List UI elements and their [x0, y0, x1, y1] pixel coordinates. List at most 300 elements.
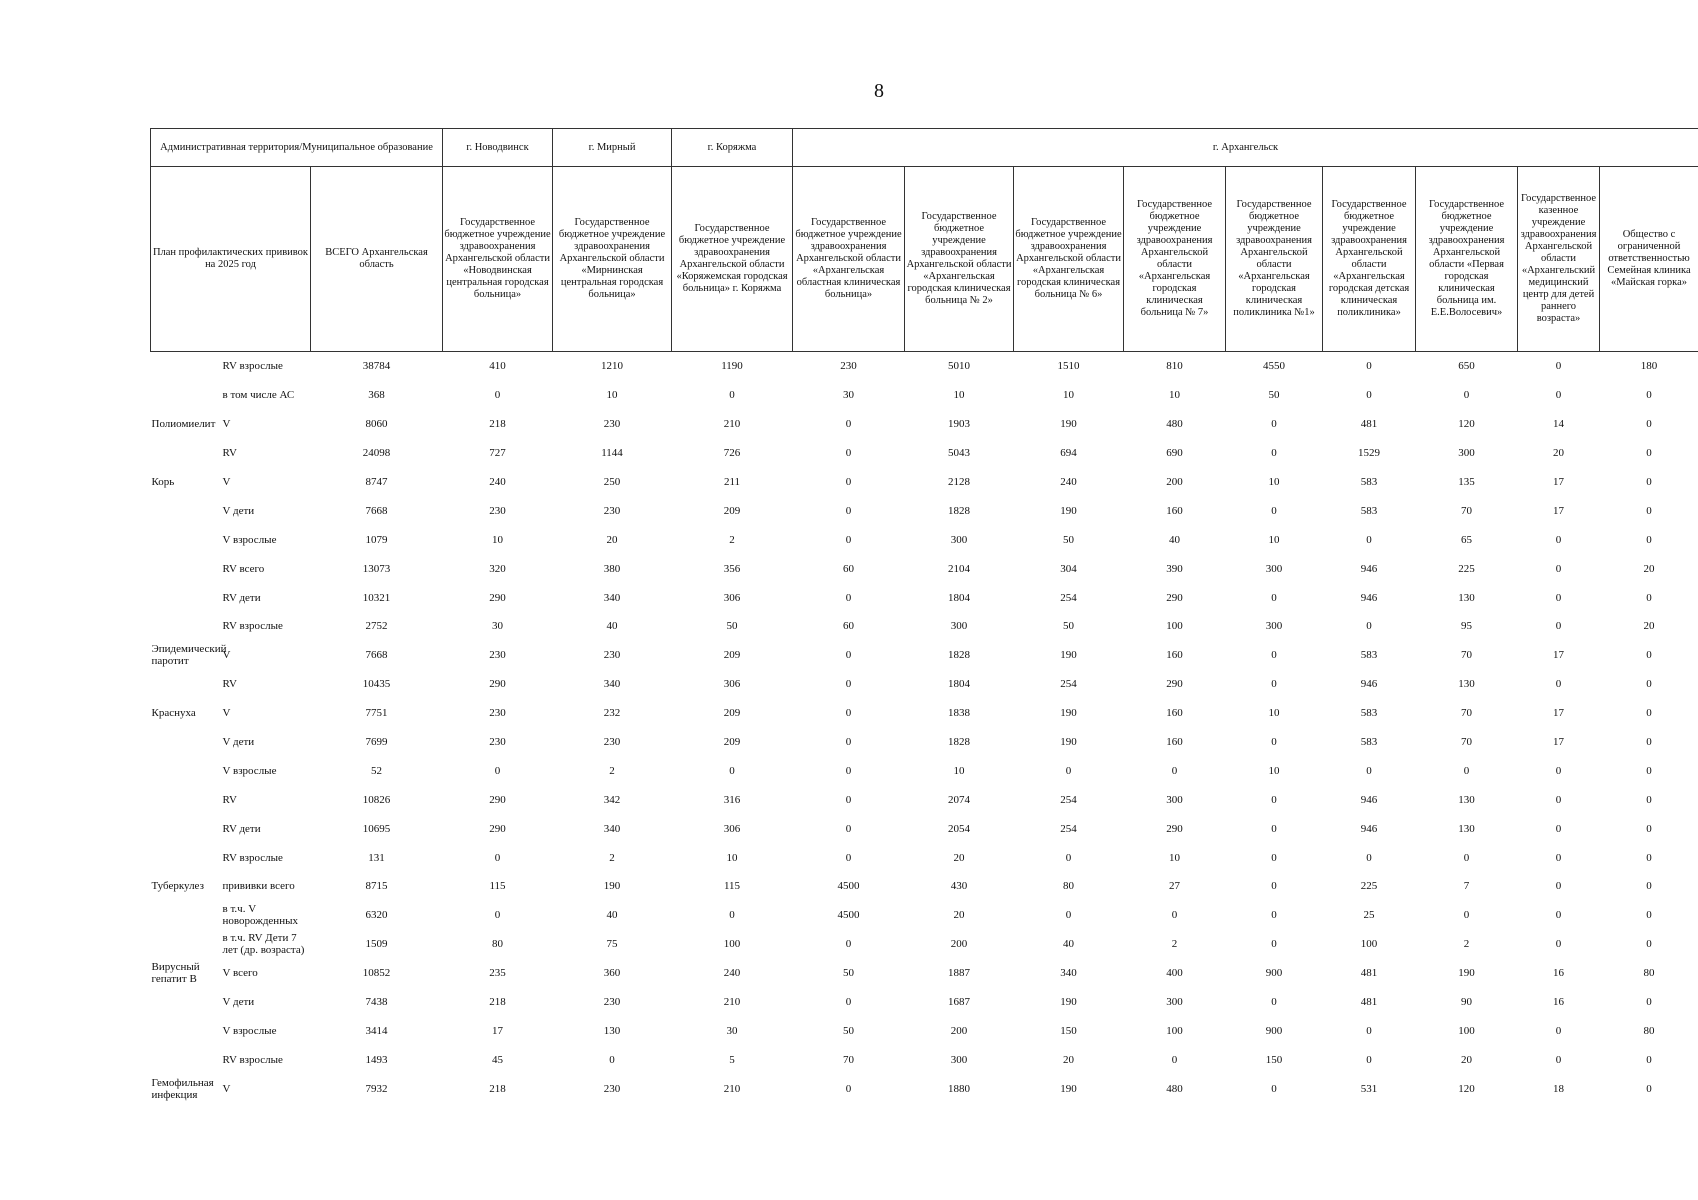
value-cell: 727 [489, 447, 506, 460]
table-row [151, 583, 1698, 612]
value-cell: 190 [1060, 996, 1077, 1009]
value-cell: 30 [726, 1024, 738, 1037]
value-cell: 209 [723, 649, 741, 662]
value-cell: 30 [843, 389, 855, 402]
value-cell: 135 [1458, 476, 1475, 488]
value-cell: 0 [1271, 504, 1277, 517]
disease-cell [151, 1016, 219, 1045]
table-row [151, 785, 1698, 814]
value-cell: 130 [1458, 678, 1475, 691]
value-cell: 218 [489, 996, 506, 1009]
value-cell: 200 [950, 1024, 968, 1037]
value-cell: 17 [1553, 504, 1565, 517]
value-cell: 240 [489, 476, 506, 488]
value-cell: 60 [843, 562, 855, 575]
total-value-cell: 24098 [362, 447, 391, 460]
value-cell: 0 [1463, 851, 1470, 864]
table-row [151, 1074, 1698, 1103]
value-cell: 0 [1646, 504, 1652, 517]
value-cell: 583 [1360, 736, 1378, 749]
value-cell: 300 [1166, 996, 1183, 1009]
value-cell: 17 [1553, 649, 1565, 662]
value-cell: 0 [729, 764, 735, 777]
institution-header: Государственное бюджетное учреждение здравоохранения Архангельской области «Первая городская клиническая больница им. Е.Е.Волосевич» [1416, 167, 1518, 352]
value-cell: 340 [1060, 967, 1077, 980]
vaccination-type-cell: V дети [222, 996, 255, 1009]
institution-header: Государственное бюджетное учреждение здравоохранения Архангельской области «Архангельская городская клиническая больница № 7» [1124, 167, 1226, 352]
value-cell: 0 [729, 909, 735, 922]
institution-header: Государственное бюджетное учреждение здравоохранения Архангельской области «Новодвинская центральная городская больница» [443, 167, 553, 352]
table-row [151, 901, 1698, 930]
value-cell: 0 [1065, 851, 1072, 864]
value-cell: 210 [723, 996, 741, 1009]
total-value-cell: 8715 [365, 880, 388, 893]
value-cell: 2074 [948, 793, 971, 806]
value-cell: 290 [489, 678, 506, 691]
value-cell: 230 [489, 504, 506, 517]
disease-cell [151, 496, 219, 525]
value-cell: 0 [1271, 996, 1277, 1009]
total-value-cell: 2752 [365, 620, 388, 633]
total-value-cell: 13073 [362, 562, 391, 575]
vaccination-type-cell: RV [222, 678, 237, 691]
vaccination-type-cell: V всего [222, 967, 258, 980]
value-cell: 130 [1458, 793, 1475, 806]
value-cell: 20 [953, 851, 965, 864]
value-cell: 40 [1169, 533, 1181, 546]
value-cell: 2 [1171, 938, 1178, 951]
value-cell: 10 [1268, 764, 1280, 777]
value-cell: 190 [1458, 967, 1475, 980]
vaccination-type-cell: прививки всего [222, 880, 295, 893]
vaccination-type-cell: V взрослые [222, 1024, 277, 1037]
city-header-arkhangelsk: г. Архангельск [793, 129, 1698, 167]
value-cell: 27 [1169, 880, 1181, 893]
value-cell: 300 [1265, 620, 1283, 633]
value-cell: 190 [1060, 707, 1077, 720]
value-cell: 10 [1063, 389, 1075, 402]
value-cell: 100 [723, 938, 741, 951]
city-header-novodvinsk: г. Новодвинск [443, 129, 553, 167]
disease-cell [151, 901, 219, 930]
header-row-institutions [151, 167, 1698, 352]
value-cell: 0 [1271, 938, 1277, 951]
value-cell: 230 [603, 504, 621, 517]
total-value-cell: 7932 [365, 1082, 388, 1095]
value-cell: 218 [489, 418, 506, 431]
value-cell: 481 [1360, 418, 1378, 431]
value-cell: 10 [1268, 707, 1280, 720]
disease-cell [151, 670, 219, 699]
value-cell: 946 [1360, 591, 1378, 604]
plan-header: План профилактических прививок на 2025 год [151, 167, 311, 352]
value-cell: 230 [489, 707, 506, 720]
value-cell: 17 [1553, 707, 1565, 720]
value-cell: 70 [843, 1053, 855, 1066]
value-cell: 0 [1366, 533, 1372, 546]
disease-cell [151, 554, 219, 583]
value-cell: 211 [723, 476, 741, 488]
value-cell: 0 [1463, 909, 1470, 922]
vaccination-type-cell: в т.ч. RV Дети 7 лет (др. возраста) [222, 932, 305, 957]
value-cell: 225 [1360, 880, 1378, 893]
value-cell: 0 [1271, 822, 1277, 835]
value-cell: 5 [729, 1053, 735, 1066]
value-cell: 0 [1171, 909, 1178, 922]
total-value-cell: 8747 [365, 476, 388, 488]
value-cell: 240 [723, 967, 741, 980]
total-value-cell: 1079 [365, 533, 388, 546]
value-cell: 200 [1166, 476, 1183, 488]
value-cell: 70 [1461, 736, 1473, 749]
total-value-cell: 7668 [365, 504, 388, 517]
value-cell: 0 [1646, 1082, 1652, 1095]
vaccination-type-cell: RV взрослые [222, 360, 283, 373]
value-cell: 10 [1268, 476, 1280, 488]
value-cell: 0 [1646, 793, 1652, 806]
value-cell: 0 [845, 591, 852, 604]
disease-cell [151, 612, 219, 641]
value-cell: 250 [603, 476, 621, 488]
value-cell: 160 [1166, 504, 1183, 517]
total-value-cell: 3414 [365, 1024, 388, 1037]
value-cell: 4500 [837, 909, 860, 922]
value-cell: 210 [723, 1082, 741, 1095]
value-cell: 2128 [948, 476, 971, 488]
value-cell: 0 [1555, 1053, 1562, 1066]
value-cell: 200 [950, 938, 968, 951]
value-cell: 20 [953, 909, 965, 922]
institution-header: Государственное бюджетное учреждение здравоохранения Архангельской области «Коряжемская городская больница» г. Коряжма [672, 167, 793, 352]
value-cell: 0 [1646, 447, 1652, 460]
value-cell: 290 [1166, 591, 1183, 604]
value-cell: 300 [950, 533, 968, 546]
value-cell: 0 [845, 504, 852, 517]
value-cell: 0 [1271, 880, 1277, 893]
vaccination-type-cell: V [222, 476, 231, 488]
value-cell: 0 [1271, 447, 1277, 460]
value-cell: 160 [1166, 736, 1183, 749]
value-cell: 50 [843, 967, 855, 980]
table-row [151, 410, 1698, 439]
disease-cell: Краснуха [151, 707, 196, 720]
value-cell: 0 [1555, 360, 1562, 373]
value-cell: 0 [1646, 822, 1652, 835]
value-cell: 946 [1360, 822, 1378, 835]
value-cell: 0 [1366, 1024, 1372, 1037]
table-row [151, 930, 1698, 959]
value-cell: 4500 [837, 880, 860, 893]
value-cell: 190 [1060, 1082, 1077, 1095]
value-cell: 400 [1166, 967, 1183, 980]
value-cell: 946 [1360, 793, 1378, 806]
value-cell: 316 [723, 793, 741, 806]
disease-cell: Эпидемический паротит [151, 643, 227, 668]
disease-cell [151, 583, 219, 612]
table-row [151, 843, 1698, 872]
value-cell: 225 [1458, 562, 1475, 575]
institution-header: Государственное бюджетное учреждение здравоохранения Архангельской области «Архангельская областная клиническая больница» [793, 167, 905, 352]
value-cell: 0 [1366, 1053, 1372, 1066]
page-number: 8 [874, 80, 884, 102]
value-cell: 65 [1461, 533, 1473, 546]
value-cell: 290 [1166, 678, 1183, 691]
value-cell: 60 [843, 620, 855, 633]
value-cell: 306 [723, 591, 741, 604]
value-cell: 230 [489, 736, 506, 749]
vaccination-type-cell: V [222, 418, 231, 431]
total-header: ВСЕГО Архангельская область [311, 167, 443, 352]
value-cell: 0 [845, 476, 852, 488]
table-row [151, 814, 1698, 843]
value-cell: 17 [1553, 476, 1565, 488]
value-cell: 10 [1169, 389, 1181, 402]
disease-cell: Гемофильная инфекция [151, 1076, 214, 1101]
table-row [151, 1045, 1698, 1074]
table-row [151, 496, 1698, 525]
value-cell: 0 [1271, 909, 1277, 922]
value-cell: 0 [1555, 620, 1562, 633]
value-cell: 380 [603, 562, 621, 575]
value-cell: 17 [1553, 736, 1565, 749]
value-cell: 410 [489, 360, 506, 373]
vaccination-type-cell: RV [222, 447, 237, 460]
value-cell: 1804 [948, 678, 971, 691]
total-value-cell: 1509 [365, 938, 388, 951]
institution-header: Государственное бюджетное учреждение здравоохранения Архангельской области «Архангельская городская клиническая больница № 6» [1014, 167, 1124, 352]
territory-header: Административная территория/Муниципальное образование [151, 129, 443, 167]
value-cell: 20 [1553, 447, 1565, 460]
value-cell: 210 [723, 418, 741, 431]
table-row [151, 612, 1698, 641]
table-row [151, 670, 1698, 699]
disease-cell [151, 756, 219, 785]
disease-cell [151, 381, 219, 410]
value-cell: 4550 [1263, 360, 1286, 373]
value-cell: 218 [489, 1082, 506, 1095]
disease-cell [151, 988, 219, 1017]
value-cell: 209 [723, 736, 741, 749]
table-row [151, 699, 1698, 728]
value-cell: 290 [489, 793, 506, 806]
disease-cell: Корь [151, 476, 175, 488]
total-value-cell: 7668 [365, 649, 388, 662]
value-cell: 0 [1555, 764, 1562, 777]
value-cell: 1903 [948, 418, 971, 431]
value-cell: 20 [606, 533, 618, 546]
vaccination-type-cell: V [222, 649, 231, 662]
value-cell: 230 [603, 996, 621, 1009]
disease-cell [151, 843, 219, 872]
value-cell: 50 [1268, 389, 1280, 402]
value-cell: 10 [492, 533, 504, 546]
institution-header: Государственное бюджетное учреждение здравоохранения Архангельской области «Мирнинская центральная городская больница» [553, 167, 672, 352]
value-cell: 17 [492, 1024, 504, 1037]
table-row [151, 872, 1698, 901]
total-value-cell: 10435 [362, 678, 391, 691]
value-cell: 75 [606, 938, 618, 951]
value-cell: 254 [1060, 591, 1077, 604]
value-cell: 209 [723, 504, 741, 517]
value-cell: 0 [845, 418, 852, 431]
value-cell: 0 [1555, 678, 1562, 691]
value-cell: 18 [1553, 1082, 1565, 1095]
vaccination-plan-table [150, 128, 1698, 1103]
value-cell: 20 [1461, 1053, 1473, 1066]
value-cell: 50 [726, 620, 738, 633]
table-body [151, 352, 1698, 1104]
value-cell: 0 [1555, 1024, 1562, 1037]
value-cell: 0 [1646, 909, 1652, 922]
value-cell: 0 [1463, 389, 1470, 402]
value-cell: 16 [1553, 967, 1565, 980]
total-value-cell: 38784 [362, 360, 391, 373]
value-cell: 0 [1646, 880, 1652, 893]
value-cell: 342 [603, 793, 621, 806]
value-cell: 7 [1463, 880, 1470, 893]
value-cell: 0 [1065, 764, 1072, 777]
value-cell: 0 [1271, 736, 1277, 749]
value-cell: 14 [1553, 418, 1565, 431]
value-cell: 115 [723, 880, 741, 893]
disease-cell [151, 525, 219, 554]
institution-header: Государственное казенное учреждение здравоохранения Архангельской области «Архангельский медицинский центр для детей раннего возраста» [1518, 167, 1600, 352]
value-cell: 16 [1553, 996, 1565, 1009]
value-cell: 0 [845, 793, 852, 806]
institution-header: Государственное бюджетное учреждение здравоохранения Архангельской области «Архангельская городская клиническая больница № 2» [905, 167, 1014, 352]
value-cell: 190 [1060, 418, 1077, 431]
value-cell: 235 [489, 967, 506, 980]
value-cell: 230 [840, 360, 857, 373]
value-cell: 340 [603, 822, 621, 835]
value-cell: 480 [1166, 418, 1183, 431]
value-cell: 190 [603, 880, 621, 893]
value-cell: 190 [1060, 736, 1077, 749]
total-value-cell: 8060 [365, 418, 388, 431]
disease-cell [151, 439, 219, 468]
value-cell: 0 [1646, 533, 1652, 546]
value-cell: 290 [489, 822, 506, 835]
value-cell: 0 [1555, 389, 1562, 402]
value-cell: 0 [494, 851, 501, 864]
value-cell: 10 [726, 851, 738, 864]
value-cell: 583 [1360, 649, 1378, 662]
total-value-cell: 10321 [362, 591, 391, 604]
value-cell: 650 [1458, 360, 1475, 373]
value-cell: 45 [492, 1053, 504, 1066]
table-row [151, 1016, 1698, 1045]
value-cell: 1887 [948, 967, 971, 980]
value-cell: 430 [950, 880, 968, 893]
value-cell: 0 [845, 851, 852, 864]
value-cell: 0 [845, 533, 852, 546]
vaccination-type-cell: в том числе АС [222, 389, 295, 402]
vaccination-type-cell: V взрослые [222, 533, 277, 546]
value-cell: 726 [723, 447, 741, 460]
value-cell: 0 [845, 764, 852, 777]
value-cell: 1838 [948, 707, 971, 720]
value-cell: 0 [1555, 938, 1562, 951]
value-cell: 130 [1458, 591, 1475, 604]
value-cell: 0 [845, 649, 852, 662]
table-row [151, 439, 1698, 468]
value-cell: 130 [603, 1024, 621, 1037]
value-cell: 2 [729, 533, 735, 546]
value-cell: 0 [1171, 1053, 1178, 1066]
table-row [151, 756, 1698, 785]
disease-cell: Туберкулез [151, 880, 204, 893]
total-value-cell: 10852 [362, 967, 391, 980]
value-cell: 290 [489, 591, 506, 604]
total-value-cell: 7699 [365, 736, 388, 749]
value-cell: 0 [1646, 938, 1652, 951]
value-cell: 360 [603, 967, 621, 980]
value-cell: 160 [1166, 649, 1183, 662]
value-cell: 0 [1555, 562, 1562, 575]
disease-cell [151, 352, 219, 381]
value-cell: 232 [603, 707, 621, 720]
value-cell: 10 [953, 389, 965, 402]
value-cell: 0 [1646, 649, 1652, 662]
value-cell: 0 [1555, 822, 1562, 835]
value-cell: 1144 [601, 447, 623, 460]
value-cell: 0 [1555, 591, 1562, 604]
value-cell: 0 [1646, 418, 1652, 431]
value-cell: 0 [1555, 880, 1562, 893]
disease-cell [151, 814, 219, 843]
value-cell: 290 [1166, 822, 1183, 835]
institution-header: Государственное бюджетное учреждение здравоохранения Архангельской области «Архангельская городская детская клиническая поликлиника» [1323, 167, 1416, 352]
institution-header: Государственное бюджетное учреждение здравоохранения Архангельской области «Архангельская городская клиническая поликлиника №1» [1226, 167, 1323, 352]
value-cell: 0 [845, 736, 852, 749]
value-cell: 810 [1166, 360, 1183, 373]
total-value-cell: 1493 [365, 1053, 388, 1066]
value-cell: 10 [606, 389, 618, 402]
value-cell: 690 [1166, 447, 1183, 460]
vaccination-type-cell: V дети [222, 504, 255, 517]
disease-cell [151, 728, 219, 757]
value-cell: 340 [603, 678, 621, 691]
value-cell: 0 [1065, 909, 1072, 922]
value-cell: 306 [723, 678, 741, 691]
value-cell: 230 [603, 736, 621, 749]
table-row [151, 352, 1698, 381]
value-cell: 0 [729, 389, 735, 402]
value-cell: 254 [1060, 793, 1077, 806]
value-cell: 300 [1166, 793, 1183, 806]
total-value-cell: 7438 [365, 996, 388, 1009]
vaccination-type-cell: RV дети [222, 822, 261, 835]
value-cell: 0 [1366, 389, 1372, 402]
value-cell: 0 [1646, 707, 1652, 720]
value-cell: 0 [845, 1082, 852, 1095]
value-cell: 300 [1458, 447, 1475, 460]
value-cell: 240 [1060, 476, 1077, 488]
vaccination-type-cell: в т.ч. V новорожденных [222, 903, 298, 928]
value-cell: 160 [1166, 707, 1183, 720]
total-value-cell: 52 [371, 764, 382, 777]
value-cell: 0 [1271, 851, 1277, 864]
value-cell: 1510 [1057, 360, 1080, 373]
disease-cell [151, 785, 219, 814]
value-cell: 190 [1060, 504, 1077, 517]
value-cell: 0 [845, 938, 852, 951]
value-cell: 90 [1461, 996, 1473, 1009]
disease-cell: Вирусный гепатит В [151, 961, 200, 986]
city-header-koryazhma: г. Коряжма [672, 129, 793, 167]
value-cell: 300 [1265, 562, 1283, 575]
value-cell: 230 [603, 649, 621, 662]
